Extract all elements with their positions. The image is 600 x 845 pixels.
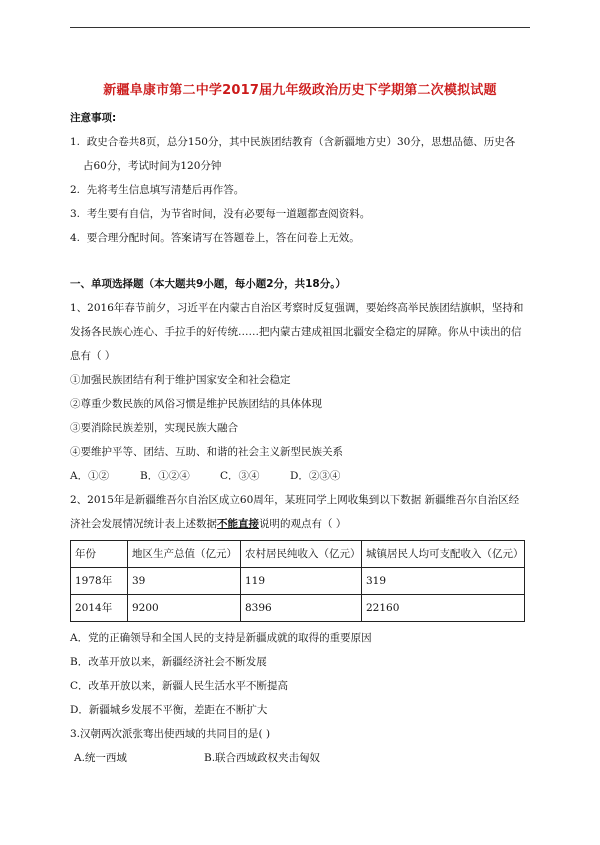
- option-b: B.联合西域政权夹击匈奴: [204, 752, 321, 764]
- notice-text: 先将考生信息填写清楚后再作答。: [86, 184, 245, 196]
- question-1-options: [70, 464, 540, 488]
- table-cell: 9200: [128, 595, 241, 622]
- option-b: B．①②④: [140, 470, 190, 482]
- table-cell: 319: [362, 568, 525, 595]
- table-header-cell: 地区生产总值（亿元）: [128, 541, 241, 568]
- option-a: A．①②: [70, 470, 110, 482]
- option-d: D．新疆城乡发展不平衡，差距在不断扩大: [70, 704, 268, 716]
- table-cell: 119: [241, 568, 362, 595]
- option-d: D．②③④: [290, 470, 341, 482]
- notice-text: 占60分，考试时间为120分钟: [83, 160, 222, 172]
- statement: ③要消除民族差别，实现民族大融合: [70, 422, 238, 434]
- table-row: [71, 595, 525, 622]
- question-1-line: 息有（ ）: [70, 350, 116, 362]
- question-2-text: 济社会发展情况统计表上述数据: [70, 518, 217, 530]
- exam-page: [70, 106, 540, 770]
- notice-number: 1.: [70, 136, 81, 148]
- table-cell: 8396: [241, 595, 362, 622]
- question-2-line: 2、2015年是新疆维吾尔自治区成立60周年，某班同学上网收集到以下数据 新疆维吾尔自治区经: [70, 494, 520, 506]
- question-2-line: [70, 512, 540, 536]
- statement: ④要维护平等、团结、互助、和谐的社会主义新型民族关系: [70, 446, 343, 458]
- table-cell: 22160: [362, 595, 525, 622]
- notice-item: [70, 130, 540, 178]
- option-c: C．改革开放以来，新疆人民生活水平不断提高: [70, 680, 289, 692]
- question-1-line: 1、2016年春节前夕，习近平在内蒙古自治区考察时反复强调，要始终高举民族团结旗帜，坚持和: [70, 302, 524, 314]
- page-title: 新疆阜康市第二中学2017届九年级政治历史下学期第二次模拟试题: [103, 83, 497, 98]
- question-1-line: 发扬各民族心连心、手拉手的好传统……把内蒙古建成祖国北疆安全稳定的屏障。你从中读出的信: [70, 326, 522, 338]
- table-cell: 2014年: [71, 595, 128, 622]
- question-3-options: [70, 746, 540, 770]
- statement: ②尊重少数民族的风俗习惯是维护民族团结的具体体现: [70, 398, 322, 410]
- table-header-cell: 年份: [71, 541, 128, 568]
- notice-item: [70, 226, 540, 250]
- header-rule: [70, 27, 530, 28]
- table-header-cell: 农村居民纯收入（亿元）: [241, 541, 362, 568]
- section-heading: 一、单项选择题（本大题共9小题，每小题2分，共18分。）: [70, 278, 346, 290]
- table-row: [71, 568, 525, 595]
- notice-number: 4.: [70, 232, 81, 244]
- statistics-table: [70, 540, 525, 622]
- notice-item: [70, 178, 540, 202]
- table-cell: 39: [128, 568, 241, 595]
- option-a: A．党的正确领导和全国人民的支持是新疆成就的取得的重要原因: [70, 632, 372, 644]
- notice-number: 3.: [70, 208, 81, 220]
- notice-text: 要合理分配时间。答案请写在答题卷上，答在问卷上无效。: [86, 232, 360, 244]
- notice-text: 政史合卷共8页，总分150分，其中民族团结教育（含新疆地方史）30分，思想品德、历史各: [86, 136, 516, 148]
- emphasis-text: 不能直接: [217, 518, 259, 530]
- statement: ①加强民族团结有利于维护国家安全和社会稳定: [70, 374, 291, 386]
- table-header-cell: 城镇居民人均可支配收入（亿元）: [362, 541, 525, 568]
- notice-heading: 注意事项:: [70, 112, 117, 124]
- notice-item: [70, 202, 540, 226]
- question-3-stem: 3.汉朝两次派张骞出使西域的共同目的是( ): [70, 728, 271, 740]
- notice-number: 2.: [70, 184, 81, 196]
- table-cell: 1978年: [71, 568, 128, 595]
- option-b: B．改革开放以来，新疆经济社会不断发展: [70, 656, 267, 668]
- question-2-text: 说明的观点有（ ）: [259, 518, 347, 530]
- option-c: C．③④: [220, 470, 260, 482]
- notice-text: 考生要有自信，为节省时间，没有必要每一道题都查阅资料。: [86, 208, 371, 220]
- option-a: A.统一西域: [74, 752, 127, 764]
- table-header-row: [71, 541, 525, 568]
